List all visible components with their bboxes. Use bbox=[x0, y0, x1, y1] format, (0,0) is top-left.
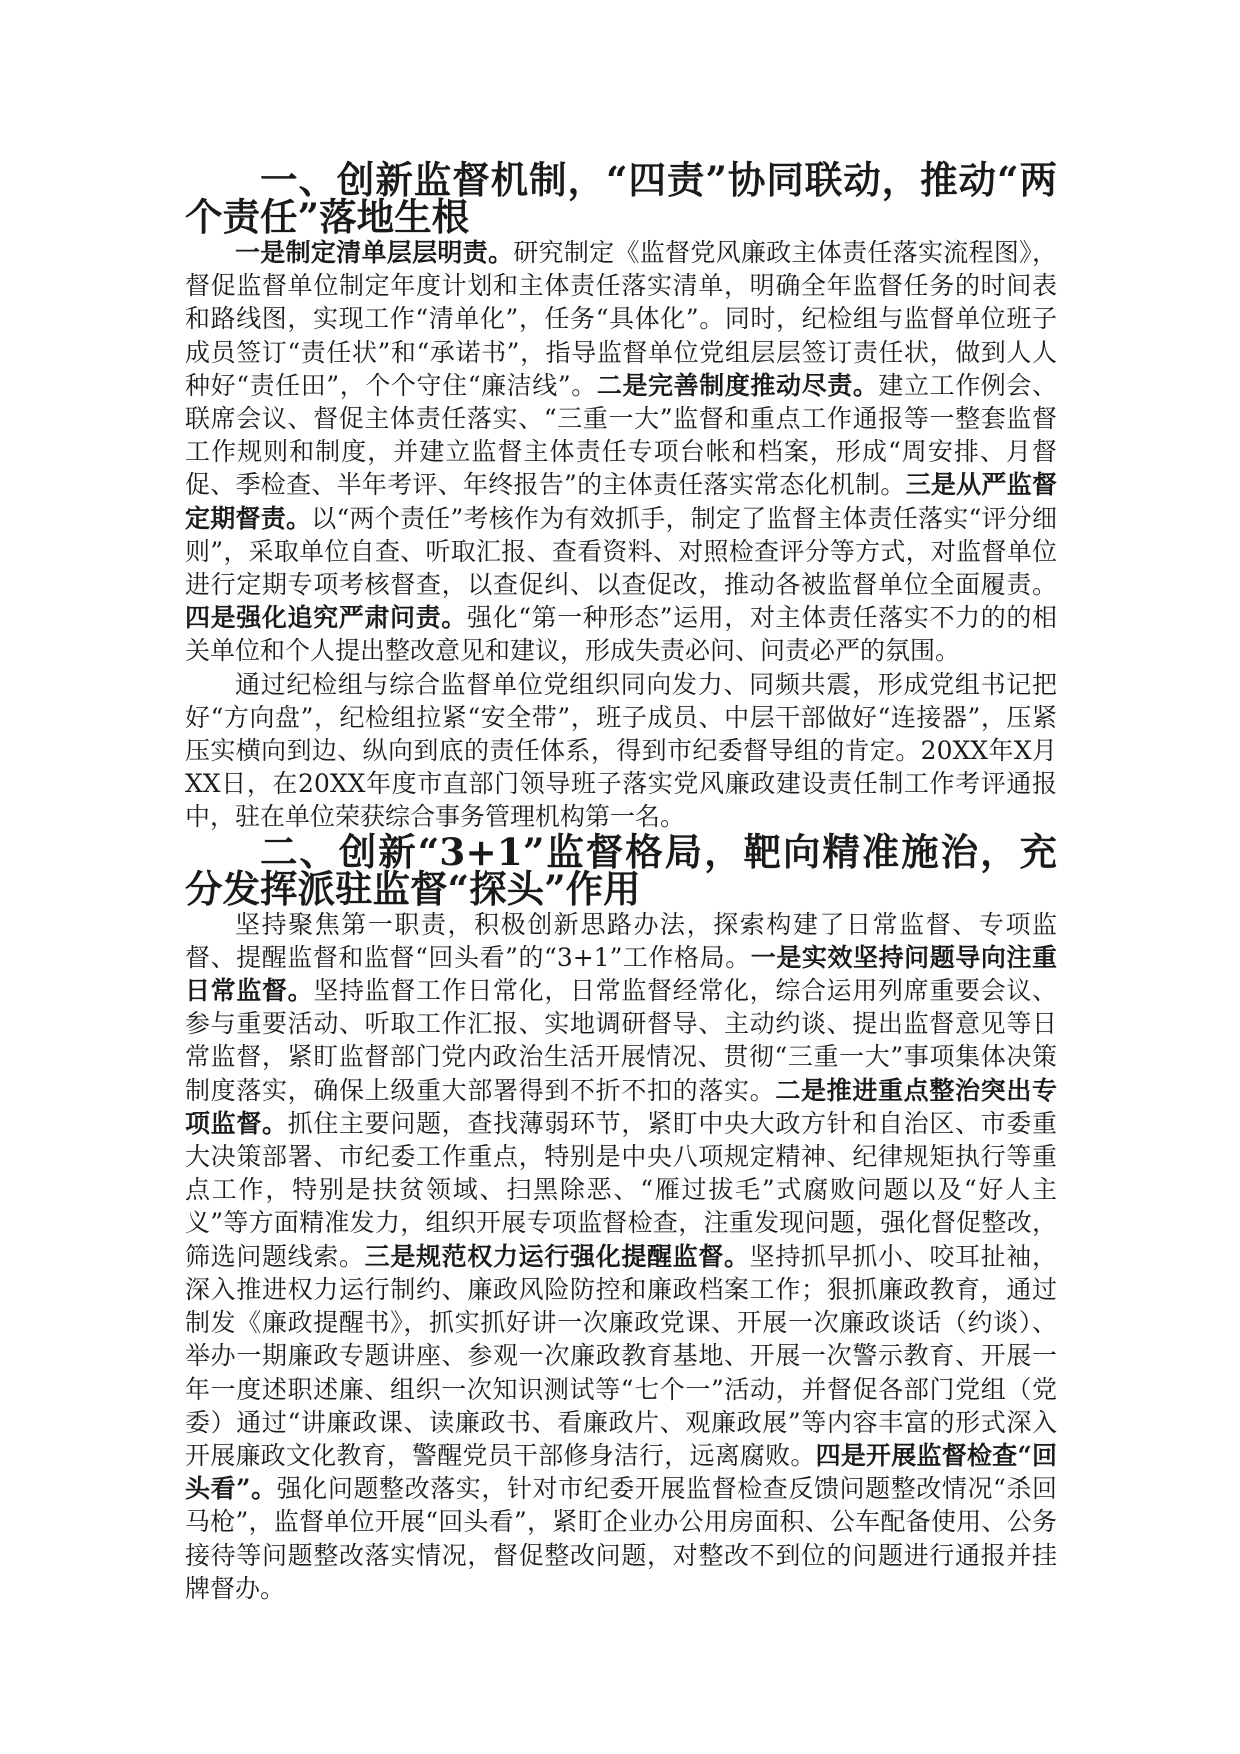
point-8-body: 强化问题整改落实，针对市纪委开展监督检查反馈问题整改情况“杀回马枪”，监督单位开展“回头看”，紧盯企业办公用房面积、公车配备使用、公务接待等问题整改落实情况，督促整改问题，对整改不到位的问题进行通报并挂牌督办。 bbox=[185, 1474, 1057, 1603]
point-4-title: 四是强化追究严肃问责。 bbox=[185, 603, 467, 633]
point-7-body: 坚持抓早抓小、咬耳扯袖，深入推进权力运行制约、廉政风险防控和廉政档案工作；狠抓廉政教育，通过制发《廉政提醒书》，抓实抓好讲一次廉政党课、开展一次廉政谈话（约谈）、举办一期廉政专题讲座、参观一次廉政教育基地、开展一次警示教育、开展一年一度述职述廉、组织一次知识测试等“七个一”活动，并督促各部门党组（党委）通过“讲廉政课、读廉政书、看廉政片、观廉政展”等内容丰富的形式深入开展廉政文化教育，警醒党员干部修身洁行，远离腐败。 bbox=[185, 1241, 1057, 1470]
point-6-title: 二是推进重点整治突出专项监督。 bbox=[185, 1075, 1057, 1138]
point-1-body: 研究制定《监督党风廉政主体责任落实流程图》，督促监督单位制定年度计划和主体责任落实清单，明确全年监督任务的时间表和路线图，实现工作“清单化”，任务“具体化”。同时，纪检组与监督单位班子成员签订“责任状”和“承诺书”，指导监督单位党组层层签订责任状，做到人人种好“责任田”，个个守住“廉洁线”。 bbox=[185, 238, 1057, 400]
point-7-title: 三是规范权力运行强化提醒监督。 bbox=[364, 1241, 750, 1271]
point-2-title: 二是完善制度推动尽责。 bbox=[596, 370, 879, 400]
point-1-title: 一是制定清单层层明责。 bbox=[235, 238, 514, 267]
point-3-title: 三是从严监督定期督责。 bbox=[185, 470, 1057, 533]
section-2-paragraph-1 bbox=[185, 908, 1057, 1605]
section-1-heading: 一、创新监督机制，“四责”协同联动，推动“两个责任”落地生根 bbox=[185, 158, 1057, 239]
point-5-title: 一是实效坚持问题导向注重日常监督。 bbox=[185, 942, 1057, 1006]
document-page bbox=[185, 158, 1057, 1605]
section-1-paragraph-1 bbox=[185, 236, 1057, 668]
section-2-intro: 坚持聚焦第一职责，积极创新思路办法，探索构建了日常监督、专项监督、提醒监督和监督“回头看”的“3+1”工作格局。 bbox=[185, 909, 1057, 972]
point-3-body: 以“两个责任”考核作为有效抓手，制定了监督主体责任落实“评分细则”，采取单位自查、听取汇报、查看资料、对照检查评分等方式，对监督单位进行定期专项考核督查，以查促纠、以查促改，推动各被监督单位全面履责。 bbox=[185, 503, 1057, 600]
point-2-body: 建立工作例会、联席会议、督促主体责任落实、“三重一大”监督和重点工作通报等一整套监督工作规则和制度，并建立监督主体责任专项台帐和档案，形成“周安排、月督促、季检查、半年考评、年终报告”的主体责任落实常态化机制。 bbox=[185, 370, 1057, 500]
point-4-body: 强化“第一种形态”运用，对主体责任落实不力的的相关单位和个人提出整改意见和建议，形成失责必问、问责必严的氛围。 bbox=[185, 603, 1057, 666]
point-6-body: 抓住主要问题，查找薄弱环节，紧盯中央大政方针和自治区、市委重大决策部署、市纪委工作重点，特别是中央八项规定精神、纪律规矩执行等重点工作，特别是扶贫领域、扫黑除恶、“雁过拔毛”式腐败问题以及“好人主义”等方面精准发力，组织开展专项监督检查，注重发现问题，强化督促整改，筛选问题线索。 bbox=[185, 1108, 1057, 1271]
section-1-summary: 通过纪检组与综合监督单位党组织同向发力、同频共震，形成党组书记把好“方向盘”，纪检组拉紧“安全带”，班子成员、中层干部做好“连接器”，压紧压实横向到边、纵向到底的责任体系，得到市纪委督导组的肯定。20XX年X月XX日，在20XX年度市直部门领导班子落实党风廉政建设责任制工作考评通报中，驻在单位荣获综合事务管理机构第一名。 bbox=[185, 669, 1057, 832]
section-1-paragraph-2 bbox=[185, 668, 1057, 834]
point-8-title: 四是开展监督检查“回头看”。 bbox=[185, 1440, 1057, 1504]
section-2-heading: 二、创新“3+1”监督格局，靶向精准施治，充分发挥派驻监督“探头”作用 bbox=[185, 829, 1057, 911]
point-5-body: 坚持监督工作日常化，日常监督经常化，综合运用列席重要会议、参与重要活动、听取工作汇报、实地调研督导、主动约谈、提出监督意见等日常监督，紧盯监督部门党内政治生活开展情况、贯彻“三重一大”事项集体决策制度落实，确保上级重大部署得到不折不扣的落实。 bbox=[185, 976, 1057, 1105]
